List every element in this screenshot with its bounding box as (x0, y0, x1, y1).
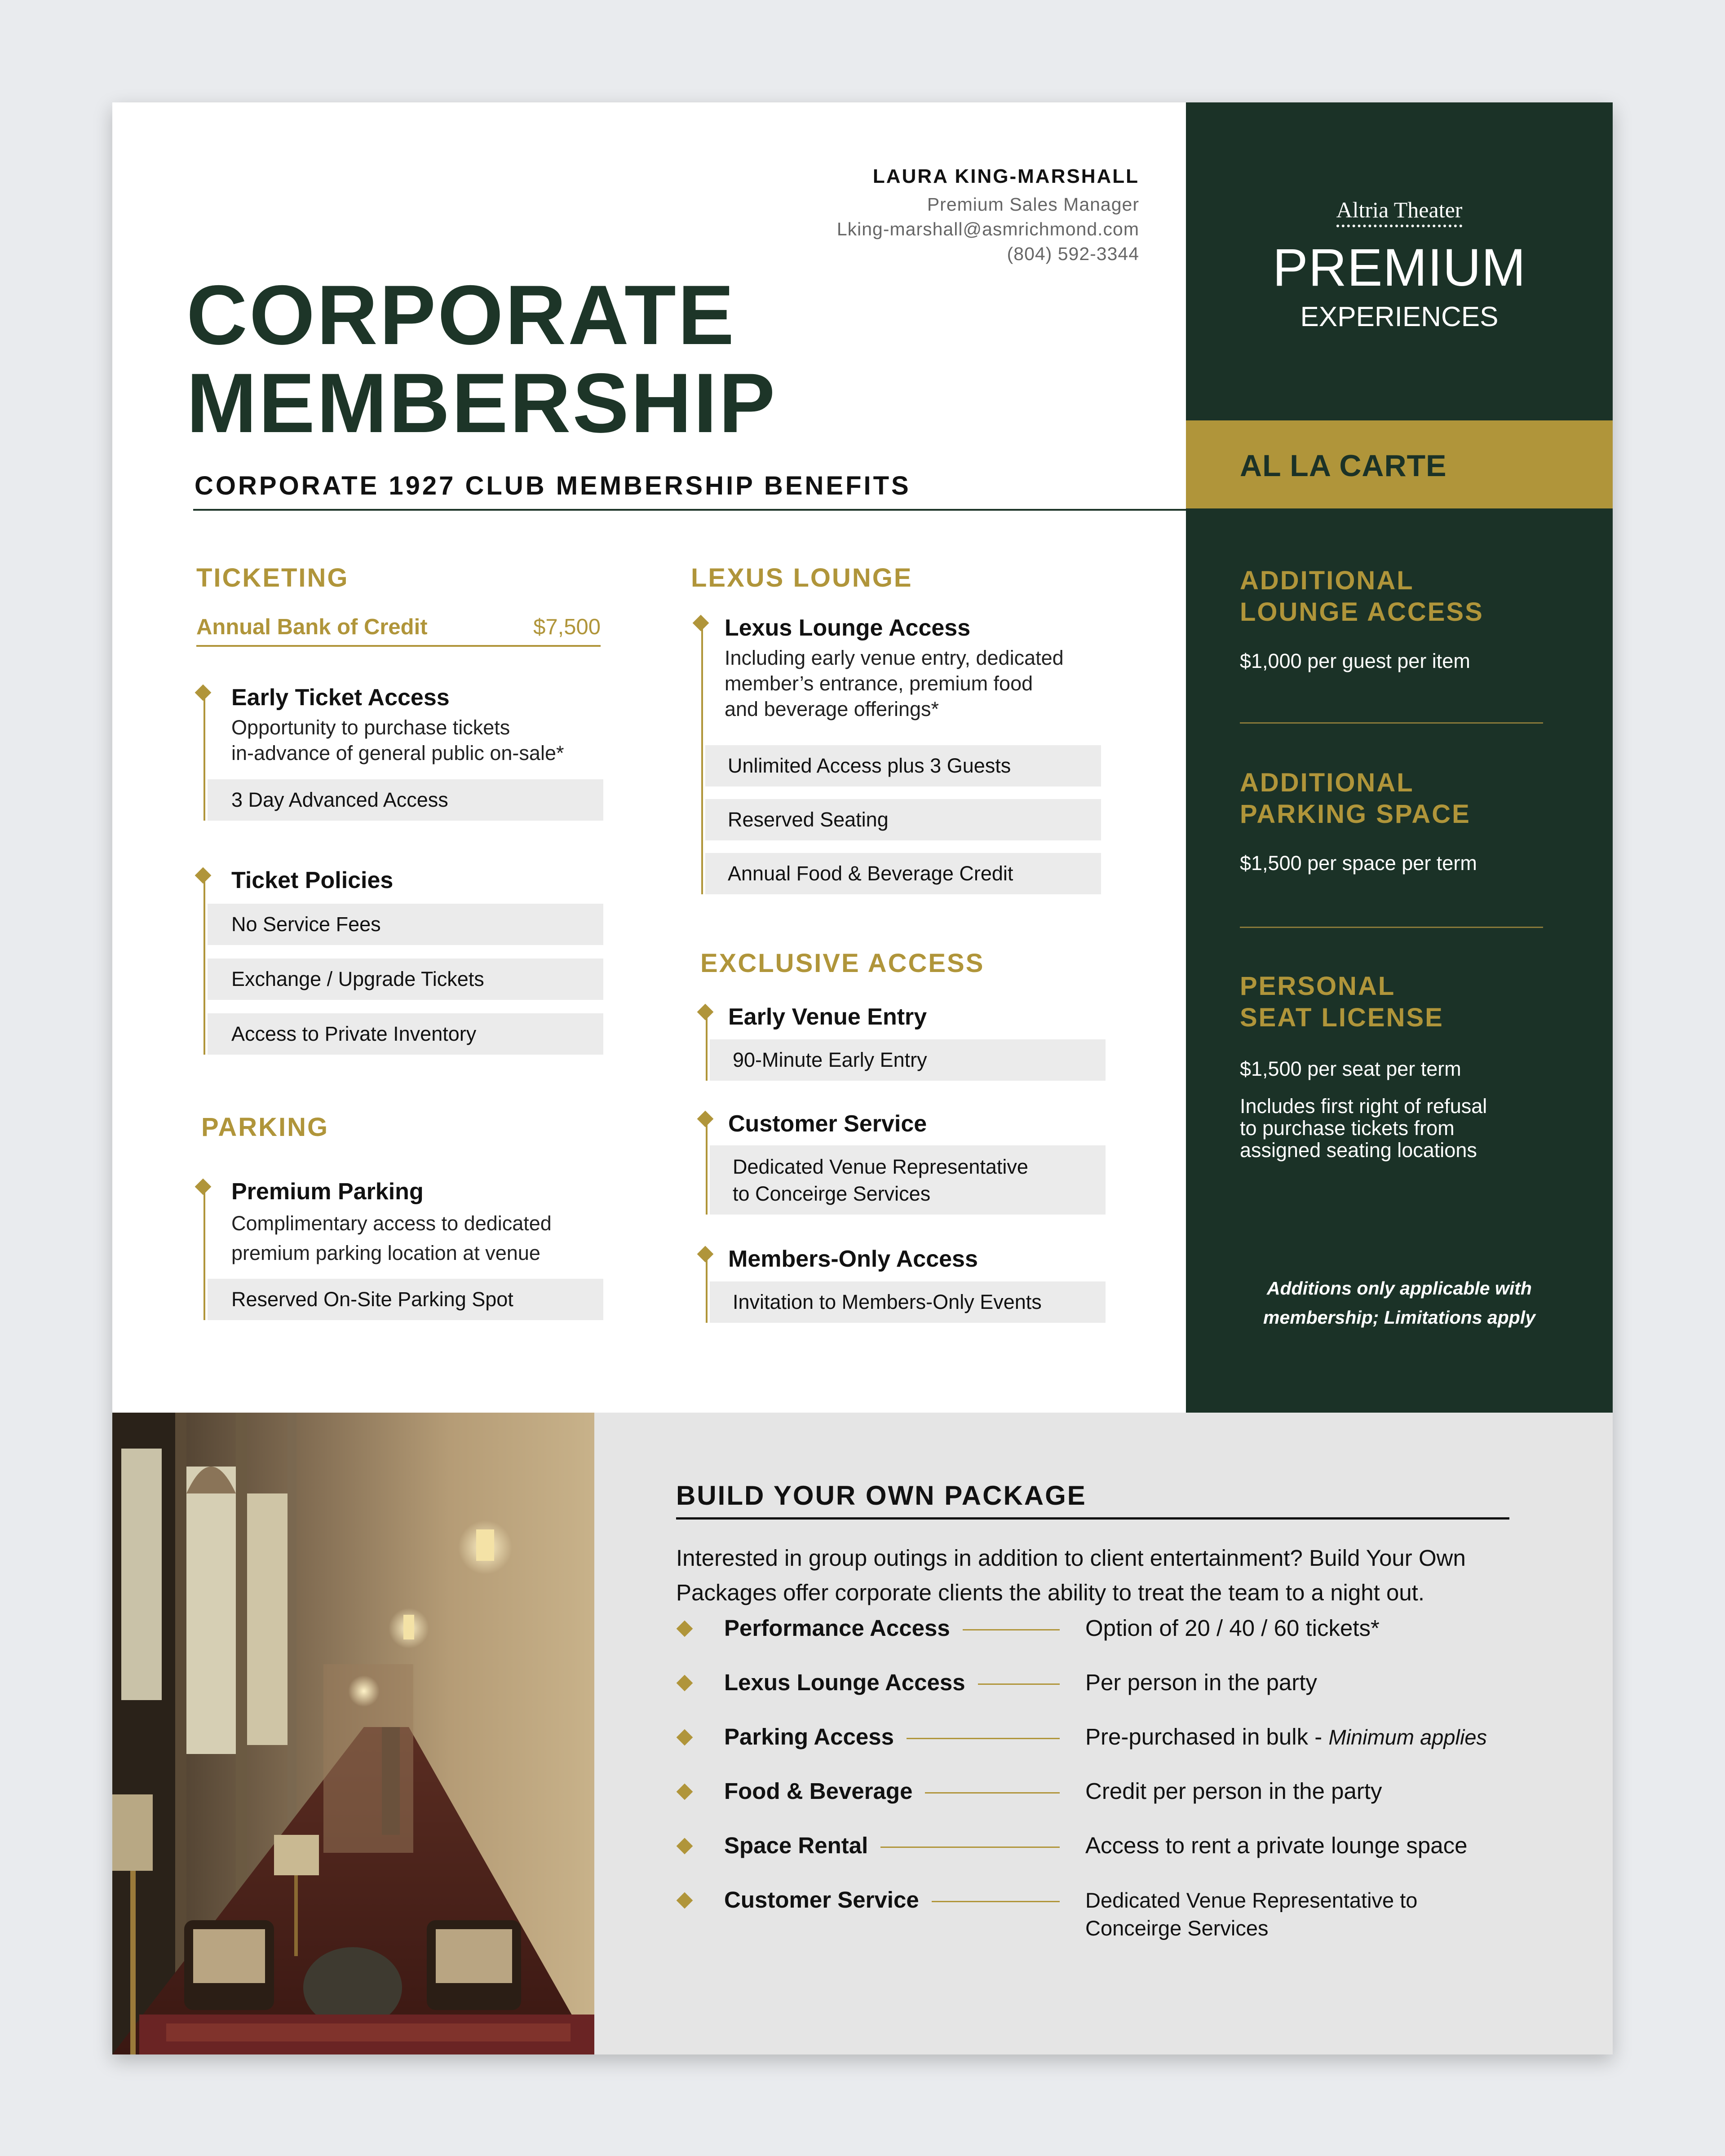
package-value: Option of 20 / 40 / 60 tickets* (1085, 1615, 1380, 1641)
package-value (1085, 1723, 1535, 1750)
bank-of-credit (196, 614, 601, 647)
service-box-line2: to Conceirge Services (733, 1182, 931, 1205)
policy-item: No Service Fees (208, 904, 603, 945)
diamond-bullet-icon (697, 1004, 714, 1021)
diamond-bullet-icon (677, 1838, 693, 1855)
diamond-bullet-icon (697, 1111, 714, 1127)
additional-lounge-heading (1240, 565, 1484, 628)
package-label: Lexus Lounge Access (724, 1669, 978, 1696)
members-only-title: Members-Only Access (728, 1246, 978, 1272)
contact-phone[interactable]: (804) 592-3344 (1007, 243, 1139, 264)
parking-desc-line1: Complimentary access to dedicated (231, 1212, 552, 1235)
psl-price: $1,500 per seat per term (1240, 1057, 1461, 1080)
package-value (1085, 1886, 1535, 1942)
psl-desc-line: to purchase tickets from (1240, 1117, 1455, 1140)
early-venue-entry-group (706, 1003, 1106, 1081)
package-value: Access to rent a private lounge space (1085, 1833, 1468, 1858)
parking-heading: PARKING (201, 1113, 329, 1142)
members-only-box: Invitation to Members-Only Events (710, 1281, 1106, 1323)
ticketing-heading: TICKETING (196, 563, 349, 592)
package-label: Performance Access (724, 1615, 963, 1641)
contact-email[interactable]: Lking-marshall@asmrichmond.com (836, 219, 1139, 239)
package-row (676, 1886, 1530, 1949)
customer-service-title: Customer Service (728, 1111, 927, 1137)
lounge-interior-image (112, 1413, 594, 2054)
contact-name: LAURA KING-MARSHALL (872, 165, 1139, 187)
flyer-page (112, 102, 1613, 2054)
lounge-desc-line2: member’s entrance, premium food (725, 672, 1033, 695)
package-label: Parking Access (724, 1723, 907, 1750)
premium-parking-title: Premium Parking (231, 1179, 424, 1205)
diamond-bullet-icon (677, 1729, 693, 1746)
package-row (676, 1615, 1530, 1651)
ticket-policies-title: Ticket Policies (231, 867, 394, 893)
customer-service-box (710, 1145, 1106, 1215)
title-line-2: MEMBERSHIP (186, 356, 777, 450)
early-venue-entry-title: Early Venue Entry (728, 1004, 927, 1030)
package-row (676, 1723, 1530, 1759)
group-rule (203, 877, 205, 1055)
diamond-bullet-icon (195, 1179, 212, 1195)
package-value: Per person in the party (1085, 1670, 1317, 1695)
heading-line: SEAT LICENSE (1240, 1003, 1444, 1032)
intro-line: Packages offer corporate clients the ability to treat the team to a night out. (676, 1580, 1425, 1605)
psl-desc (1240, 1095, 1554, 1161)
heading-line: PERSONAL (1240, 972, 1396, 1001)
venue-logo: Altria Theater (1336, 197, 1463, 227)
diamond-bullet-icon (677, 1621, 693, 1637)
group-rule (701, 624, 703, 894)
additional-parking-heading (1240, 767, 1471, 830)
additions-note (1186, 1274, 1613, 1332)
package-label: Food & Beverage (724, 1778, 925, 1804)
lounge-access-title: Lexus Lounge Access (725, 615, 971, 641)
al-la-carte-bar (1186, 420, 1613, 508)
page-title (186, 268, 777, 450)
diamond-bullet-icon (677, 1892, 693, 1909)
note-line: membership; Limitations apply (1263, 1307, 1535, 1328)
parking-box: Reserved On-Site Parking Spot (208, 1279, 603, 1320)
heading-line: PARKING SPACE (1240, 800, 1471, 829)
intro-line: Interested in group outings in addition to client entertainment? Build Your Own (676, 1545, 1466, 1571)
al-la-carte-panel (1186, 102, 1613, 1413)
lounge-desc-line3: and beverage offerings* (725, 698, 939, 720)
build-heading-rule (676, 1517, 1509, 1520)
personal-seat-license-heading (1240, 971, 1444, 1034)
package-label: Space Rental (724, 1832, 880, 1859)
lounge-item: Unlimited Access plus 3 Guests (705, 745, 1101, 786)
panel-divider (1240, 722, 1543, 724)
diamond-bullet-icon (677, 1675, 693, 1692)
benefits-subheading: CORPORATE 1927 CLUB MEMBERSHIP BENEFITS (195, 471, 911, 500)
parking-desc-line2: premium parking location at venue (231, 1241, 540, 1264)
diamond-bullet-icon (195, 867, 212, 884)
group-rule (706, 1013, 708, 1081)
note-line: Additions only applicable with (1267, 1278, 1532, 1299)
additional-lounge-price: $1,000 per guest per item (1240, 649, 1470, 672)
group-rule (203, 694, 205, 821)
psl-desc-line: assigned seating locations (1240, 1139, 1477, 1162)
members-only-group (706, 1246, 1106, 1323)
panel-divider (1240, 927, 1543, 928)
package-value: Credit per person in the party (1085, 1778, 1382, 1804)
credit-value: $7,500 (533, 615, 601, 639)
diamond-bullet-icon (195, 685, 212, 701)
early-desc-line1: Opportunity to purchase tickets (231, 716, 510, 739)
build-heading: BUILD YOUR OWN PACKAGE (676, 1480, 1087, 1511)
subheading-rule (193, 509, 1188, 511)
contact-role: Premium Sales Manager (927, 194, 1139, 215)
value-line: Dedicated Venue Representative to (1085, 1888, 1418, 1912)
early-ticket-box: 3 Day Advanced Access (208, 779, 603, 821)
lounge-desc-line1: Including early venue entry, dedicated (725, 646, 1064, 669)
group-rule (203, 1188, 205, 1320)
premium-word: PREMIUM (1272, 238, 1526, 297)
psl-desc-line: Includes first right of refusal (1240, 1095, 1487, 1118)
service-box-line1: Dedicated Venue Representative (733, 1155, 1028, 1178)
title-line-1: CORPORATE (186, 268, 736, 362)
customer-service-group (706, 1110, 1106, 1215)
build-intro (676, 1541, 1530, 1610)
al-la-carte-label: AL LA CARTE (1240, 449, 1447, 483)
lounge-photo (112, 1413, 594, 2054)
ticket-policies-group (203, 867, 603, 1055)
heading-line: LOUNGE ACCESS (1240, 597, 1484, 627)
heading-line: ADDITIONAL (1240, 768, 1414, 797)
lexus-lounge-group (701, 614, 1101, 894)
group-rule (706, 1255, 708, 1323)
leader-line (856, 1847, 1060, 1848)
value-note: Minimum applies (1328, 1725, 1487, 1749)
diamond-bullet-icon (677, 1784, 693, 1800)
exclusive-access-heading: EXCLUSIVE ACCESS (700, 949, 985, 978)
diamond-bullet-icon (697, 1246, 714, 1263)
early-ticket-desc (231, 715, 603, 766)
value-line: Conceirge Services (1085, 1916, 1269, 1940)
additional-parking-price: $1,500 per space per term (1240, 852, 1477, 875)
premium-logo (1186, 197, 1613, 333)
package-row (676, 1778, 1530, 1814)
value-text: Pre-purchased in bulk - (1085, 1724, 1329, 1750)
early-desc-line2: in-advance of general public on-sale* (231, 742, 564, 764)
policy-item: Access to Private Inventory (208, 1013, 603, 1055)
lounge-item: Annual Food & Beverage Credit (705, 853, 1101, 894)
early-ticket-title: Early Ticket Access (231, 685, 450, 711)
premium-parking-desc (231, 1209, 603, 1268)
build-your-own-section (594, 1413, 1613, 2054)
package-label: Customer Service (724, 1886, 932, 1913)
early-entry-box: 90-Minute Early Entry (710, 1039, 1106, 1081)
experiences-word: EXPERIENCES (1300, 301, 1499, 332)
lounge-access-desc (725, 645, 1101, 722)
policy-item: Exchange / Upgrade Tickets (208, 959, 603, 1000)
heading-line: ADDITIONAL (1240, 566, 1414, 595)
contact-block (837, 165, 1139, 265)
credit-label: Annual Bank of Credit (196, 615, 428, 639)
lounge-item: Reserved Seating (705, 799, 1101, 840)
premium-parking-group (203, 1178, 603, 1320)
lexus-lounge-heading: LEXUS LOUNGE (691, 563, 913, 592)
package-row (676, 1669, 1530, 1705)
diamond-bullet-icon (693, 615, 709, 632)
group-rule (706, 1120, 708, 1215)
early-ticket-access-group (203, 684, 603, 821)
package-row (676, 1832, 1530, 1868)
